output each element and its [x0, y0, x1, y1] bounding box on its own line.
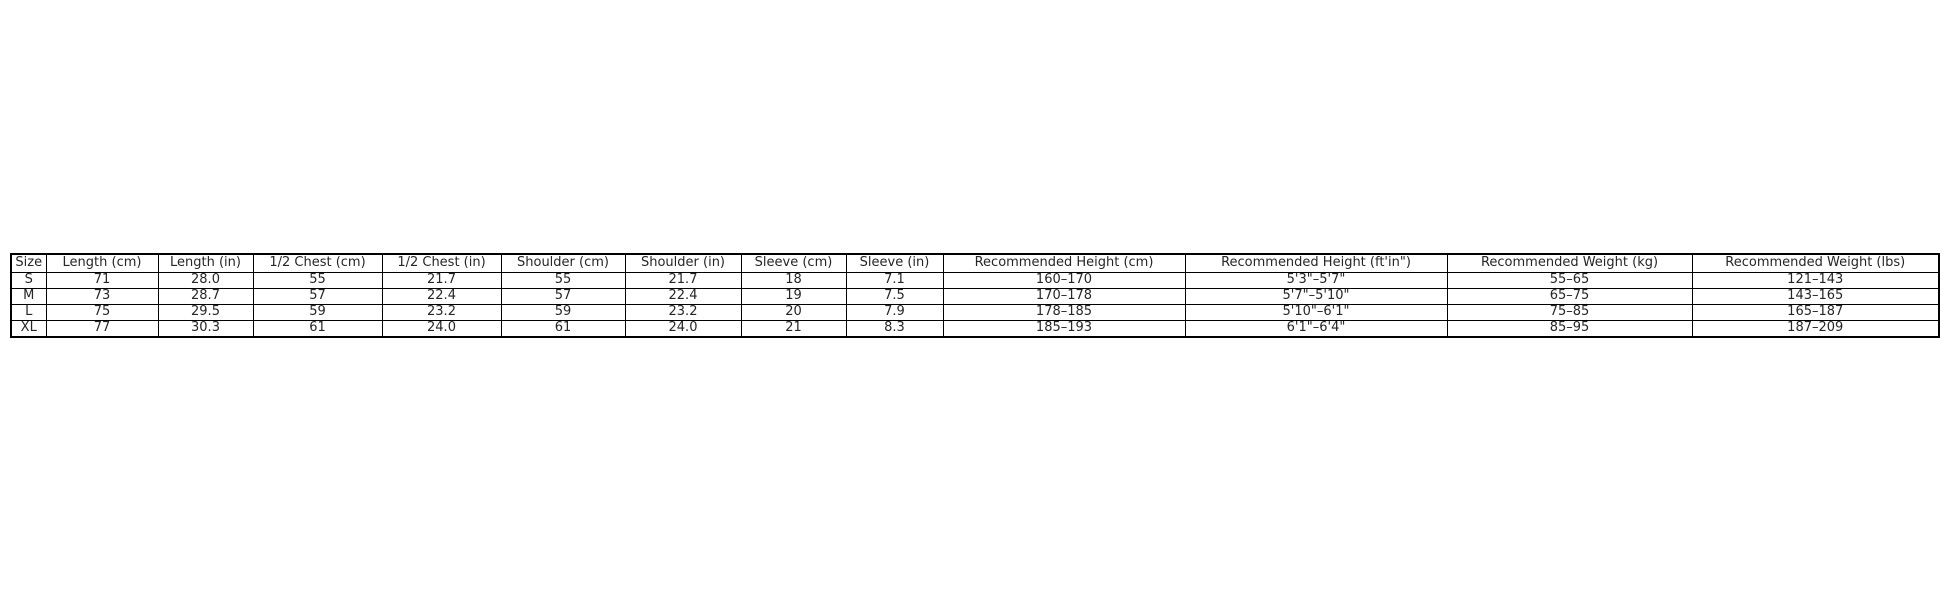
table-cell: 59 — [501, 305, 625, 321]
table-cell: 143–165 — [1692, 289, 1939, 305]
column-header: Recommended Height (ft'in") — [1185, 254, 1447, 273]
table-row — [11, 273, 1939, 289]
table-cell: 187–209 — [1692, 321, 1939, 338]
table-cell: 21.7 — [625, 273, 741, 289]
table-cell: 185–193 — [943, 321, 1185, 338]
size-chart-table — [10, 253, 1940, 338]
table-cell: 21 — [741, 321, 846, 338]
column-header: Shoulder (cm) — [501, 254, 625, 273]
column-header: Recommended Height (cm) — [943, 254, 1185, 273]
table-cell: 170–178 — [943, 289, 1185, 305]
table-cell: 85–95 — [1447, 321, 1692, 338]
column-header: Size — [11, 254, 46, 273]
table-cell: 61 — [501, 321, 625, 338]
table-cell: 28.0 — [158, 273, 253, 289]
table-cell: 5'10"–6'1" — [1185, 305, 1447, 321]
column-header: Length (in) — [158, 254, 253, 273]
table-cell: 75–85 — [1447, 305, 1692, 321]
table-cell: 18 — [741, 273, 846, 289]
table-cell: 57 — [253, 289, 382, 305]
table-cell: 21.7 — [382, 273, 501, 289]
table-cell: 73 — [46, 289, 158, 305]
size-cell: L — [11, 305, 46, 321]
table-cell: 20 — [741, 305, 846, 321]
table-cell: 24.0 — [625, 321, 741, 338]
header-row — [11, 254, 1939, 273]
table-cell: 55–65 — [1447, 273, 1692, 289]
table-cell: 22.4 — [625, 289, 741, 305]
table-cell: 55 — [253, 273, 382, 289]
table-row — [11, 289, 1939, 305]
table-cell: 165–187 — [1692, 305, 1939, 321]
table-cell: 77 — [46, 321, 158, 338]
table-cell: 61 — [253, 321, 382, 338]
table-cell: 71 — [46, 273, 158, 289]
table-cell: 178–185 — [943, 305, 1185, 321]
size-cell: M — [11, 289, 46, 305]
table-cell: 59 — [253, 305, 382, 321]
table-cell: 23.2 — [382, 305, 501, 321]
table-row — [11, 321, 1939, 338]
table-cell: 75 — [46, 305, 158, 321]
table-row — [11, 305, 1939, 321]
table-cell: 55 — [501, 273, 625, 289]
table-cell: 19 — [741, 289, 846, 305]
table-cell: 29.5 — [158, 305, 253, 321]
table-cell: 22.4 — [382, 289, 501, 305]
table-cell: 160–170 — [943, 273, 1185, 289]
size-cell: XL — [11, 321, 46, 338]
size-chart-container — [10, 253, 1940, 338]
table-cell: 30.3 — [158, 321, 253, 338]
table-cell: 65–75 — [1447, 289, 1692, 305]
table-cell: 7.9 — [846, 305, 943, 321]
column-header: Sleeve (in) — [846, 254, 943, 273]
table-cell: 7.1 — [846, 273, 943, 289]
column-header: Sleeve (cm) — [741, 254, 846, 273]
size-cell: S — [11, 273, 46, 289]
column-header: Recommended Weight (kg) — [1447, 254, 1692, 273]
column-header: 1/2 Chest (cm) — [253, 254, 382, 273]
column-header: Shoulder (in) — [625, 254, 741, 273]
table-cell: 24.0 — [382, 321, 501, 338]
table-cell: 7.5 — [846, 289, 943, 305]
table-cell: 23.2 — [625, 305, 741, 321]
table-cell: 5'3"–5'7" — [1185, 273, 1447, 289]
table-cell: 28.7 — [158, 289, 253, 305]
column-header: Length (cm) — [46, 254, 158, 273]
table-cell: 57 — [501, 289, 625, 305]
table-cell: 5'7"–5'10" — [1185, 289, 1447, 305]
column-header: Recommended Weight (lbs) — [1692, 254, 1939, 273]
table-cell: 6'1"–6'4" — [1185, 321, 1447, 338]
column-header: 1/2 Chest (in) — [382, 254, 501, 273]
table-cell: 121–143 — [1692, 273, 1939, 289]
table-cell: 8.3 — [846, 321, 943, 338]
